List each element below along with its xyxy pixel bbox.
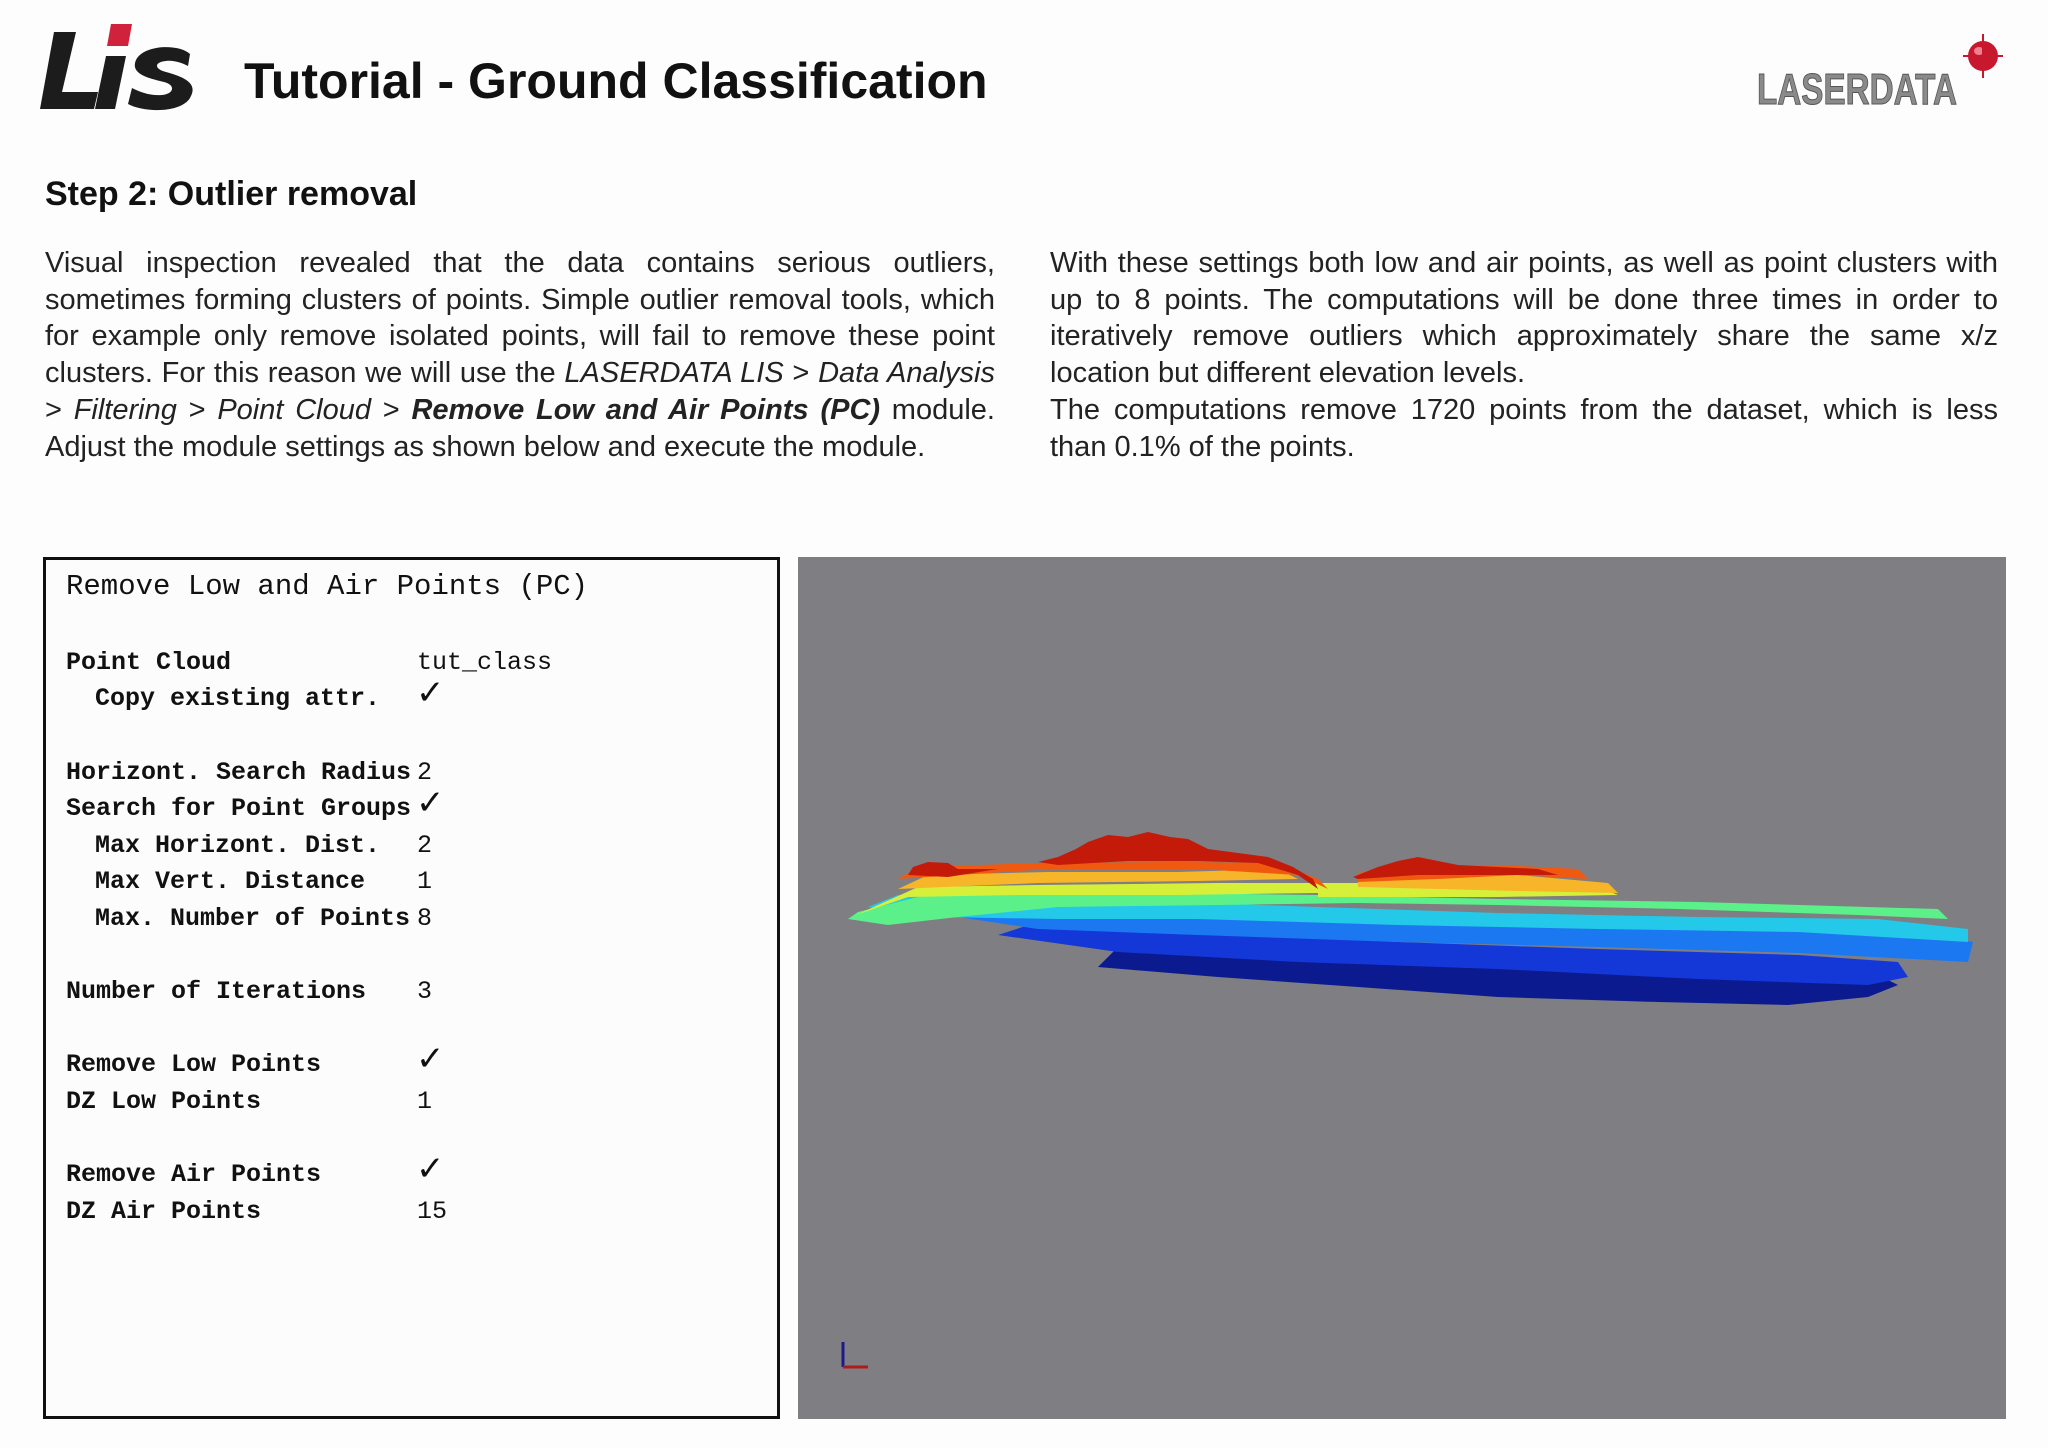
check-icon: ✓ — [416, 783, 445, 823]
menu-path-point-cloud: Point Cloud — [217, 393, 371, 426]
right-paragraph-2: The computations remove 1720 points from the dataset, which is less than 0.1% of the points. — [1050, 393, 1998, 463]
point-cloud-viewer[interactable] — [798, 557, 2006, 1419]
check-icon: ✓ — [416, 673, 445, 713]
check-icon: ✓ — [416, 1149, 445, 1189]
lis-logo — [40, 14, 200, 114]
right-paragraph — [1050, 245, 1998, 465]
check-icon: ✓ — [416, 1039, 445, 1079]
step-heading: Step 2: Outlier removal — [45, 175, 418, 213]
menu-path-data-analysis: Data Analysis — [818, 357, 995, 390]
laserdata-logo-text: LASERDATA — [1757, 65, 1957, 114]
left-paragraph: Visual inspection revealed that the data contains serious outliers, sometimes forming clusters of points. Simple outlier removal tools, which for example only remove isolated points, will fail to remove these point clusters. For this reason we will use the LASERDATA LIS > Data Analysis > Filtering > Point Cloud > Remove Low and Air Points (PC) module. Adjust the module settings as shown below and execute the module. — [45, 247, 995, 463]
menu-path-module: Remove Low and Air Points (PC) — [411, 393, 881, 426]
axis-indicator-icon — [843, 1342, 868, 1367]
menu-path-laserdata-lis: LASERDATA LIS — [564, 357, 784, 390]
menu-path-filtering: Filtering — [73, 393, 177, 426]
module-settings-panel: Remove Low and Air Points (PC) Point Cloud tut_class Copy existing attr. ✓ Horizont. Search Radius 2 Search for Point Groups ✓ Max Horizont. Dist. 2 Max Vert. Distance 1 Max. Number of Points 8 Number of Iterations 3 Remove Low Points ✓ DZ Low Points 1 Remove Air Points ✓ DZ Air Points 15 — [43, 557, 780, 1419]
point-cloud-value: tut_class — [417, 648, 553, 677]
right-paragraph-1: With these settings both low and air points, as well as point clusters with up to 8 points. The computations will be done three times in order to iteratively remove outliers which approximately share the same x/z location but different elevation levels. — [1050, 247, 1998, 390]
page-title: Tutorial - Ground Classification — [244, 53, 988, 109]
laserdata-logo — [1755, 26, 2005, 116]
point-cloud-render — [798, 557, 2006, 1419]
point-cloud-profile — [848, 832, 1973, 1005]
panel-title: Remove Low and Air Points (PC) — [66, 570, 589, 603]
